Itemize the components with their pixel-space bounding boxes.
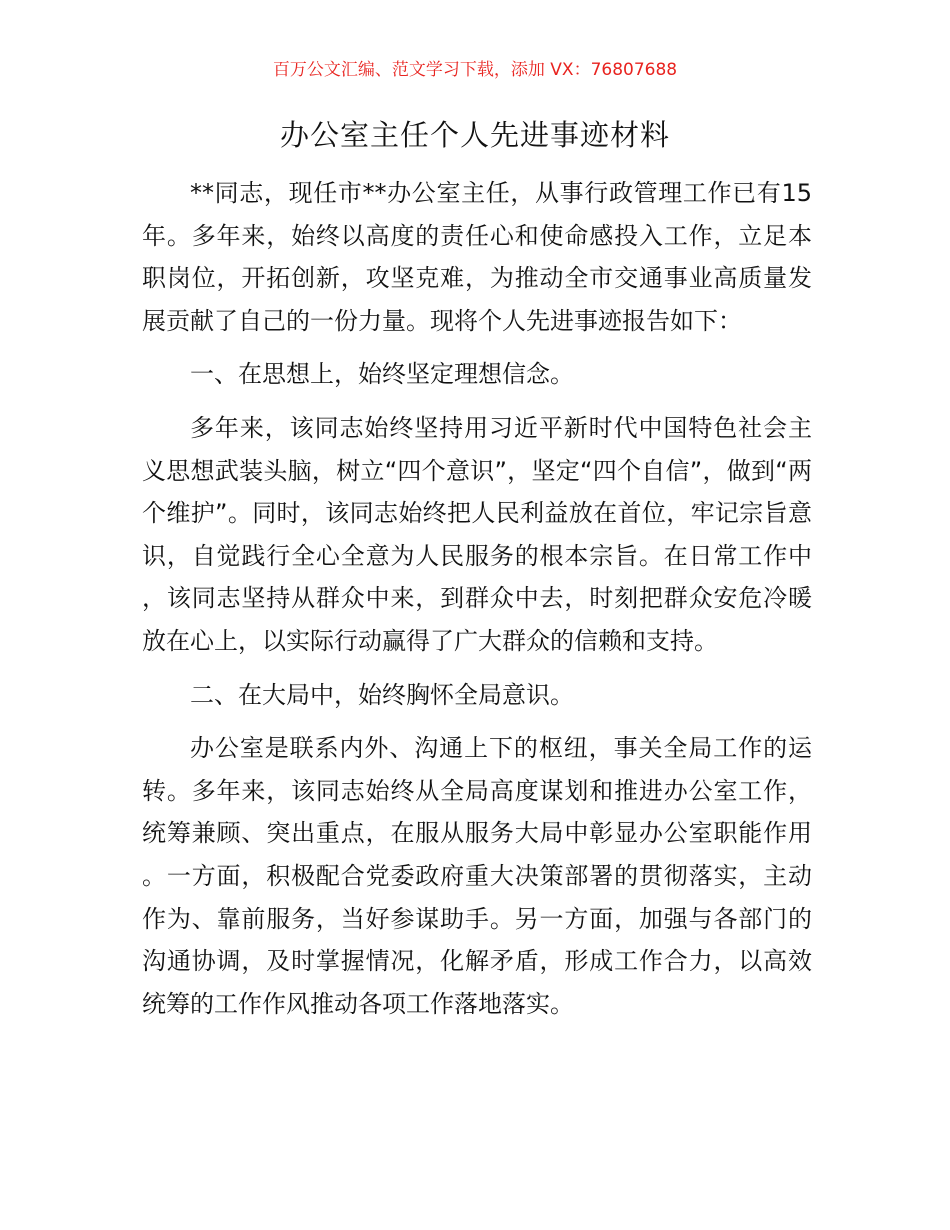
- section-heading-1: 一、在思想上，始终坚定理想信念。: [190, 360, 574, 389]
- body-paragraph-intro: **同志，现任市**办公室主任，从事行政管理工作已有15年。多年来，始终以高度的责任心和使命感投入工作，立足本职岗位，开拓创新，攻坚克难，为推动全市交通事业高质量发展贡献了自己的一份力量。现将个人先进事迹报告如下：: [142, 179, 812, 335]
- watermark-header: 百万公文汇编、范文学习下载，添加 VX：76807688: [272, 60, 678, 80]
- body-paragraph-section-1: 多年来，该同志始终坚持用习近平新时代中国特色社会主义思想武装头脑，树立“四个意识”，坚定“四个自信”，做到“两个维护”。同时，该同志始终把人民利益放在首位，牢记宗旨意识，自觉践行全心全意为人民服务的根本宗旨。在日常工作中，该同志坚持从群众中来，到群众中去，时刻把群众安危冷暖放在心上，以实际行动赢得了广大群众的信赖和支持。: [142, 413, 812, 655]
- document-body: [142, 172, 812, 1025]
- document-title: 办公室主任个人先进事迹材料: [279, 118, 670, 152]
- body-paragraph-section-2: 办公室是联系内外、沟通上下的枢纽，事关全局工作的运转。多年来，该同志始终从全局高度谋划和推进办公室工作，统筹兼顾、突出重点，在服从服务大局中彰显办公室职能作用。一方面，积极配合党委政府重大决策部署的贯彻落实，主动作为、靠前服务，当好参谋助手。另一方面，加强与各部门的沟通协调，及时掌握情况，化解矛盾，形成工作合力，以高效统筹的工作作风推动各项工作落地落实。: [142, 734, 812, 1018]
- section-heading-2: 二、在大局中，始终胸怀全局意识。: [190, 680, 574, 709]
